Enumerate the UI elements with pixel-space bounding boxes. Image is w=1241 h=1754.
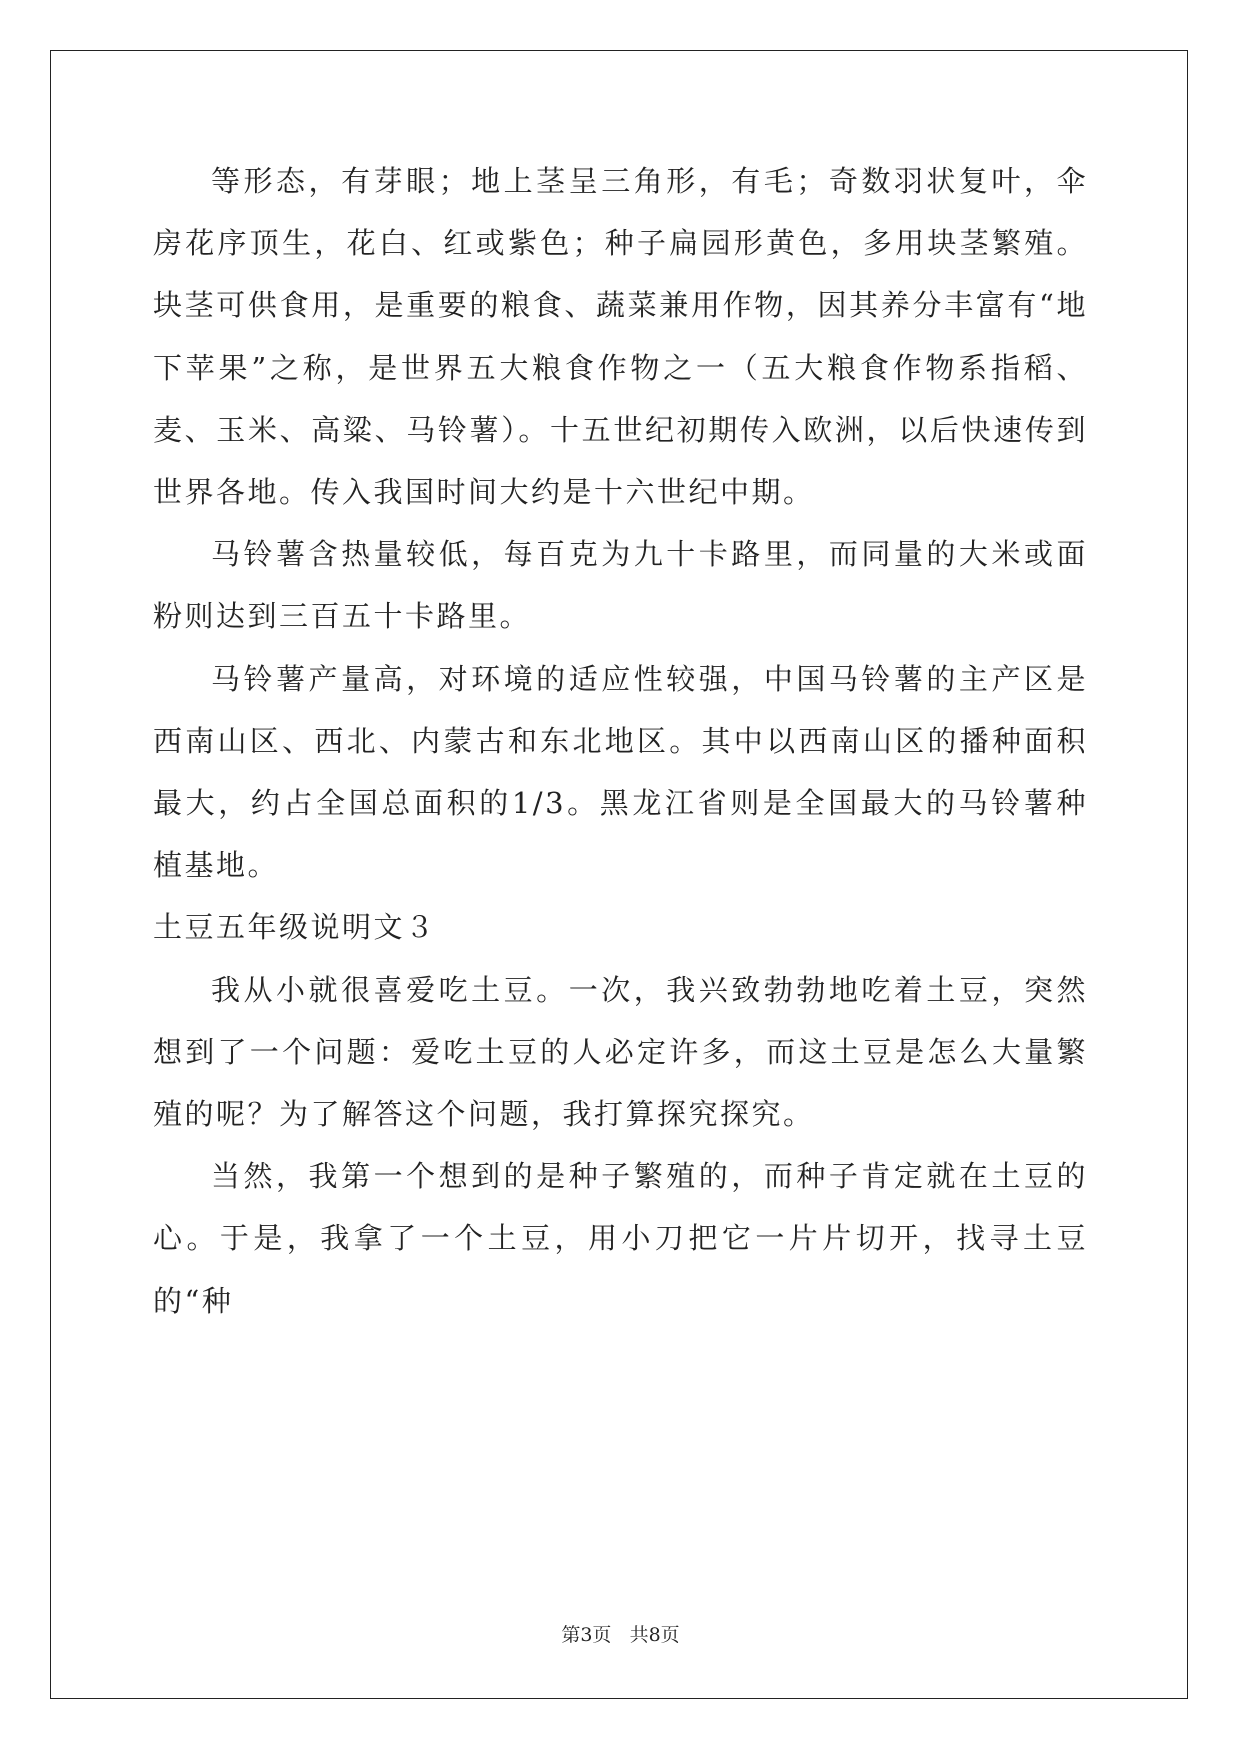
page-footer: [0, 1620, 1241, 1647]
paragraph-love-potato: 我从小就很喜爱吃土豆。一次，我兴致勃勃地吃着土豆，突然想到了一个问题：爱吃土豆的人必定许多，而这土豆是怎么大量繁殖的呢？为了解答这个问题，我打算探究探究。: [153, 972, 1088, 1132]
page-number: 第3页: [561, 1624, 612, 1646]
paragraph-potato-production: 马铃薯产量高，对环境的适应性较强，中国马铃薯的主产区是西南山区、西北、内蒙古和东北地区。其中以西南山区的播种面积最大，约占全国总面积的1/3。黑龙江省则是全国最大的马铃薯种植基地。: [153, 661, 1088, 883]
paragraph-potato-description: 等形态，有芽眼；地上茎呈三角形，有毛；奇数羽状复叶，伞房花序顶生，花白、红或紫色；种子扁园形黄色，多用块茎繁殖。块茎可供食用，是重要的粮食、蔬菜兼用作物，因其养分丰富有“地下苹果”之称，是世界五大粮食作物之一（五大粮食作物系指稻、麦、玉米、高粱、马铃薯）。十五世纪初期传入欧洲，以后快速传到世界各地。传入我国时间大约是十六世纪中期。: [153, 164, 1088, 510]
page-total: 共8页: [629, 1624, 680, 1646]
document-body: [153, 150, 1088, 1332]
section-heading: 土豆五年级说明文３: [153, 910, 437, 945]
paragraph-potato-calories: 马铃薯含热量较低，每百克为九十卡路里，而同量的大米或面粉则达到三百五十卡路里。: [153, 537, 1088, 634]
paragraph-seed-search: 当然，我第一个想到的是种子繁殖的，而种子肯定就在土豆的心。于是，我拿了一个土豆，用小刀把它一片片切开，找寻土豆的“种: [153, 1159, 1088, 1318]
